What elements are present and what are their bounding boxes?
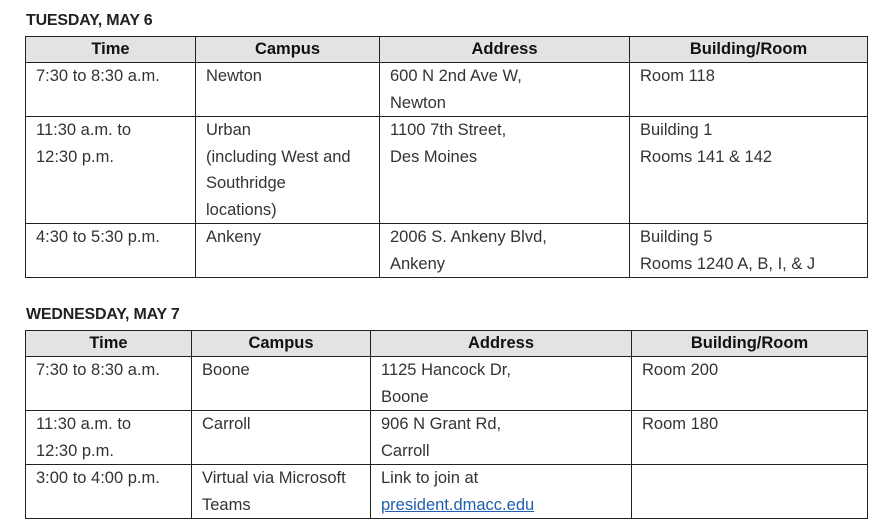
room-cell [630,63,868,117]
time-cell [26,224,196,278]
cell-text: 600 N 2nd Ave W, [390,67,522,85]
cell-text: Carroll [381,441,430,460]
cell-text: Newton [390,93,446,112]
cell-text: Room 180 [642,415,719,433]
campus-cell [196,63,380,117]
room-cell [630,224,868,278]
table-row [26,224,868,278]
cell-text: Room 200 [642,361,719,379]
time-cell [26,357,192,411]
cell-text: Rooms 1240 A, B, I, & J [640,254,816,273]
cell-text: 7:30 to 8:30 a.m. [36,67,160,85]
president-link-wrapper [381,492,623,519]
time-cell [26,117,196,224]
cell-text: Carroll [202,415,251,433]
cell-text: Teams [202,495,251,514]
cell-text: Southridge [206,174,286,192]
address-cell [371,465,632,519]
room-cell [632,465,868,519]
cell-text: 906 N Grant Rd, [381,415,502,433]
cell-text: Building 1 [640,121,713,139]
cell-text: (including West and [206,147,351,166]
address-cell [371,357,632,411]
column-header-time: Time [26,37,196,63]
time-cell [26,465,192,519]
cell-text: 12:30 p.m. [36,147,114,166]
cell-text: Rooms 141 & 142 [640,147,773,166]
address-cell [380,224,630,278]
cell-text: 11:30 a.m. to [36,121,132,139]
campus-cell [192,411,371,465]
cell-text: locations) [206,200,277,219]
cell-text: Boone [202,361,250,379]
room-cell [630,117,868,224]
president-dmacc-link[interactable]: president.dmacc.edu [381,495,535,514]
campus-cell [192,465,371,519]
cell-text: 11:30 a.m. to [36,415,132,433]
cell-text: 1100 7th Street, [390,121,507,139]
cell-text: Boone [381,387,429,406]
cell-text: 4:30 to 5:30 p.m. [36,228,160,246]
time-cell [26,63,196,117]
day-heading-tuesday: TUESDAY, MAY 6 [26,12,153,29]
address-cell [380,117,630,224]
column-header-address: Address [380,37,630,63]
table-header-row [26,37,868,63]
cell-text: Newton [206,67,262,85]
address-cell [380,63,630,117]
cell-text: Urban [206,121,251,139]
campus-cell [196,224,380,278]
time-cell [26,411,192,465]
table-row [26,357,868,411]
column-header-address: Address [371,331,632,357]
column-header-time: Time [26,331,192,357]
schedule-table-wednesday [25,330,868,519]
column-header-campus: Campus [196,37,380,63]
table-row [26,117,868,224]
column-header-building-room: Building/Room [630,37,868,63]
cell-text: Virtual via Microsoft [202,469,346,487]
cell-text: Des Moines [390,147,478,166]
cell-text: 2006 S. Ankeny Blvd, [390,228,547,246]
table-row [26,411,868,465]
cell-text: Ankeny [206,228,262,246]
cell-text: 7:30 to 8:30 a.m. [36,361,160,379]
cell-text: 1125 Hancock Dr, [381,361,511,379]
table-header-row [26,331,868,357]
campus-cell [196,117,380,224]
day-heading-wednesday: WEDNESDAY, MAY 7 [26,306,180,323]
column-header-campus: Campus [192,331,371,357]
room-cell [632,357,868,411]
address-cell [371,411,632,465]
cell-text: Ankeny [390,254,446,273]
cell-text: Room 118 [640,67,715,85]
cell-text: Link to join at [381,469,479,487]
column-header-building-room: Building/Room [632,331,868,357]
schedule-table-tuesday [25,36,868,278]
cell-text: 12:30 p.m. [36,441,114,460]
cell-text: 3:00 to 4:00 p.m. [36,469,160,487]
campus-cell [192,357,371,411]
table-row [26,63,868,117]
room-cell [632,411,868,465]
cell-text: Building 5 [640,228,713,246]
table-row [26,465,868,519]
